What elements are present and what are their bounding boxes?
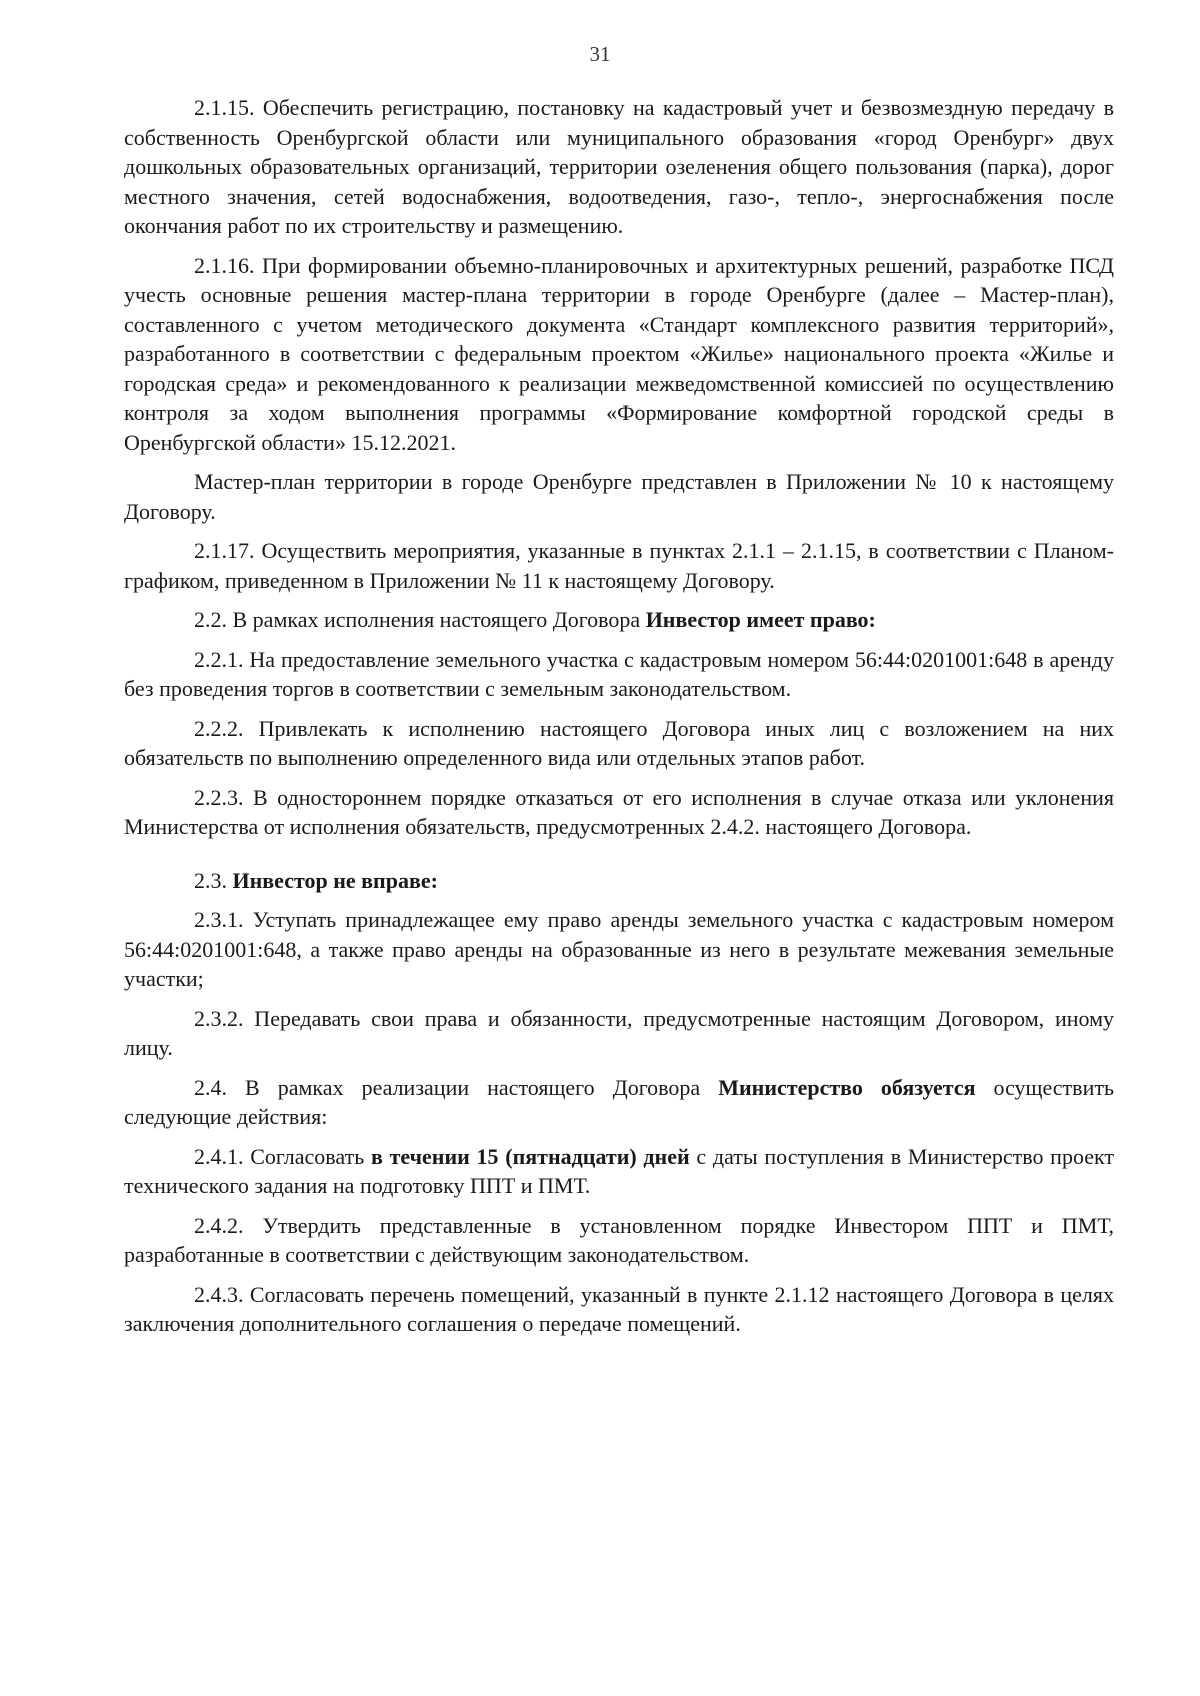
paragraph-text: 2.4.2. Утвердить представленные в установленном порядке Инвестором ППТ и ПМТ, разработанные в соответствии с действующим законодательством. xyxy=(124,1212,1114,1267)
paragraph-text: Мастер-план территории в городе Оренбурге представлен в Приложении № 10 к настоящему Договору. xyxy=(124,469,1114,524)
paragraph-2-1-16 xyxy=(124,251,1114,458)
paragraph-text: 2.1.17. Осуществить мероприятия, указанные в пунктах 2.1.1 – 2.1.15, в соответствии с Планом-графиком, приведенном в Приложении № 11 к настоящему Договору. xyxy=(124,538,1114,593)
bold-phrase-investor-rights: Инвестор имеет право: xyxy=(645,607,876,632)
paragraph-2-1-15 xyxy=(124,93,1114,241)
paragraph-text: 2.1.16. При формировании объемно-планировочных и архитектурных решений, разработке ПСД учесть основные решения мастер-плана территории в городе Оренбурге (далее – Мастер-план), составленного с учетом методического документа «Стандарт комплексного развития территорий», разработанного в соответствии с федеральным проектом «Жилье» национального проекта «Жилье и городская среда» и рекомендованного к реализации межведомственной комиссией по осуществлению контроля за ходом выполнения программы «Формирование комфортной городской среды в Оренбургской области» 15.12.2021. xyxy=(124,252,1114,455)
paragraph-master-plan xyxy=(124,467,1114,526)
paragraph-2-3-2 xyxy=(124,1004,1114,1063)
paragraph-2-4-1 xyxy=(124,1142,1114,1201)
paragraph-2-2-1 xyxy=(124,645,1114,704)
bold-phrase-ministry-obliged: Министерство обязуется xyxy=(718,1074,976,1100)
paragraph-text: 2.4. В рамках реализации настоящего Договора xyxy=(194,1074,719,1100)
document-body xyxy=(124,93,1114,1349)
paragraph-text: 2.4.3. Согласовать перечень помещений, указанный в пункте 2.1.12 настоящего Договора в целях заключения дополнительного соглашения о передаче помещений. xyxy=(124,1281,1114,1336)
paragraph-2-3 xyxy=(124,866,1114,896)
paragraph-text: 2.2.3. В одностороннем порядке отказаться от его исполнения в случае отказа или уклонения Министерства от исполнения обязательств, предусмотренных 2.4.2. настоящего Договора. xyxy=(124,784,1114,839)
paragraph-2-1-17 xyxy=(124,536,1114,595)
paragraph-2-3-1 xyxy=(124,905,1114,994)
paragraph-text: 2.1.15. Обеспечить регистрацию, постановку на кадастровый учет и безвозмездную передачу в собственность Оренбургской области или муниципального образования «город Оренбург» двух дошкольных образовательных организаций, территории озеленения общего пользования (парка), дорог местного значения, сетей водоснабжения, водоотведения, газо-, тепло-, энергоснабжения после окончания работ по их строительству и размещению. xyxy=(124,95,1114,238)
paragraph-2-2 xyxy=(124,605,1114,635)
paragraph-text: 2.4.1. Согласовать xyxy=(194,1143,371,1169)
paragraph-2-2-2 xyxy=(124,714,1114,773)
page-number: 31 xyxy=(589,42,611,66)
paragraph-text: 2.3.2. Передавать свои права и обязанности, предусмотренные настоящим Договором, иному лицу. xyxy=(124,1005,1114,1060)
paragraph-text: 2.3. xyxy=(194,867,233,893)
paragraph-2-4-2 xyxy=(124,1211,1114,1270)
paragraph-2-4-3 xyxy=(124,1280,1114,1339)
paragraph-text: 2.2.1. На предоставление земельного участка с кадастровым номером 56:44:0201001:648 в аренду без проведения торгов в соответствии с земельным законодательством. xyxy=(124,646,1114,701)
paragraph-text: осуществить следующие действия: xyxy=(124,1074,1114,1129)
paragraph-2-4 xyxy=(124,1073,1114,1132)
paragraph-2-2-3 xyxy=(124,783,1114,842)
paragraph-text: 2.2.2. Привлекать к исполнению настоящего Договора иных лиц с возложением на них обязательств по выполнению определенного вида или отдельных этапов работ. xyxy=(124,715,1114,770)
paragraph-text: 2.3.1. Уступать принадлежащее ему право аренды земельного участка с кадастровым номером 56:44:0201001:648, а также право аренды на образованные из него в результате межевания земельные участки; xyxy=(124,907,1114,991)
bold-phrase-deadline: в течении 15 (пятнадцати) дней xyxy=(370,1143,690,1169)
paragraph-text: 2.2. В рамках исполнения настоящего Договора xyxy=(194,607,646,632)
bold-phrase-investor-not-entitled: Инвестор не вправе: xyxy=(232,867,438,893)
paragraph-text: с даты поступления в Министерство проект технического задания на подготовку ППТ и ПМТ. xyxy=(124,1143,1115,1198)
